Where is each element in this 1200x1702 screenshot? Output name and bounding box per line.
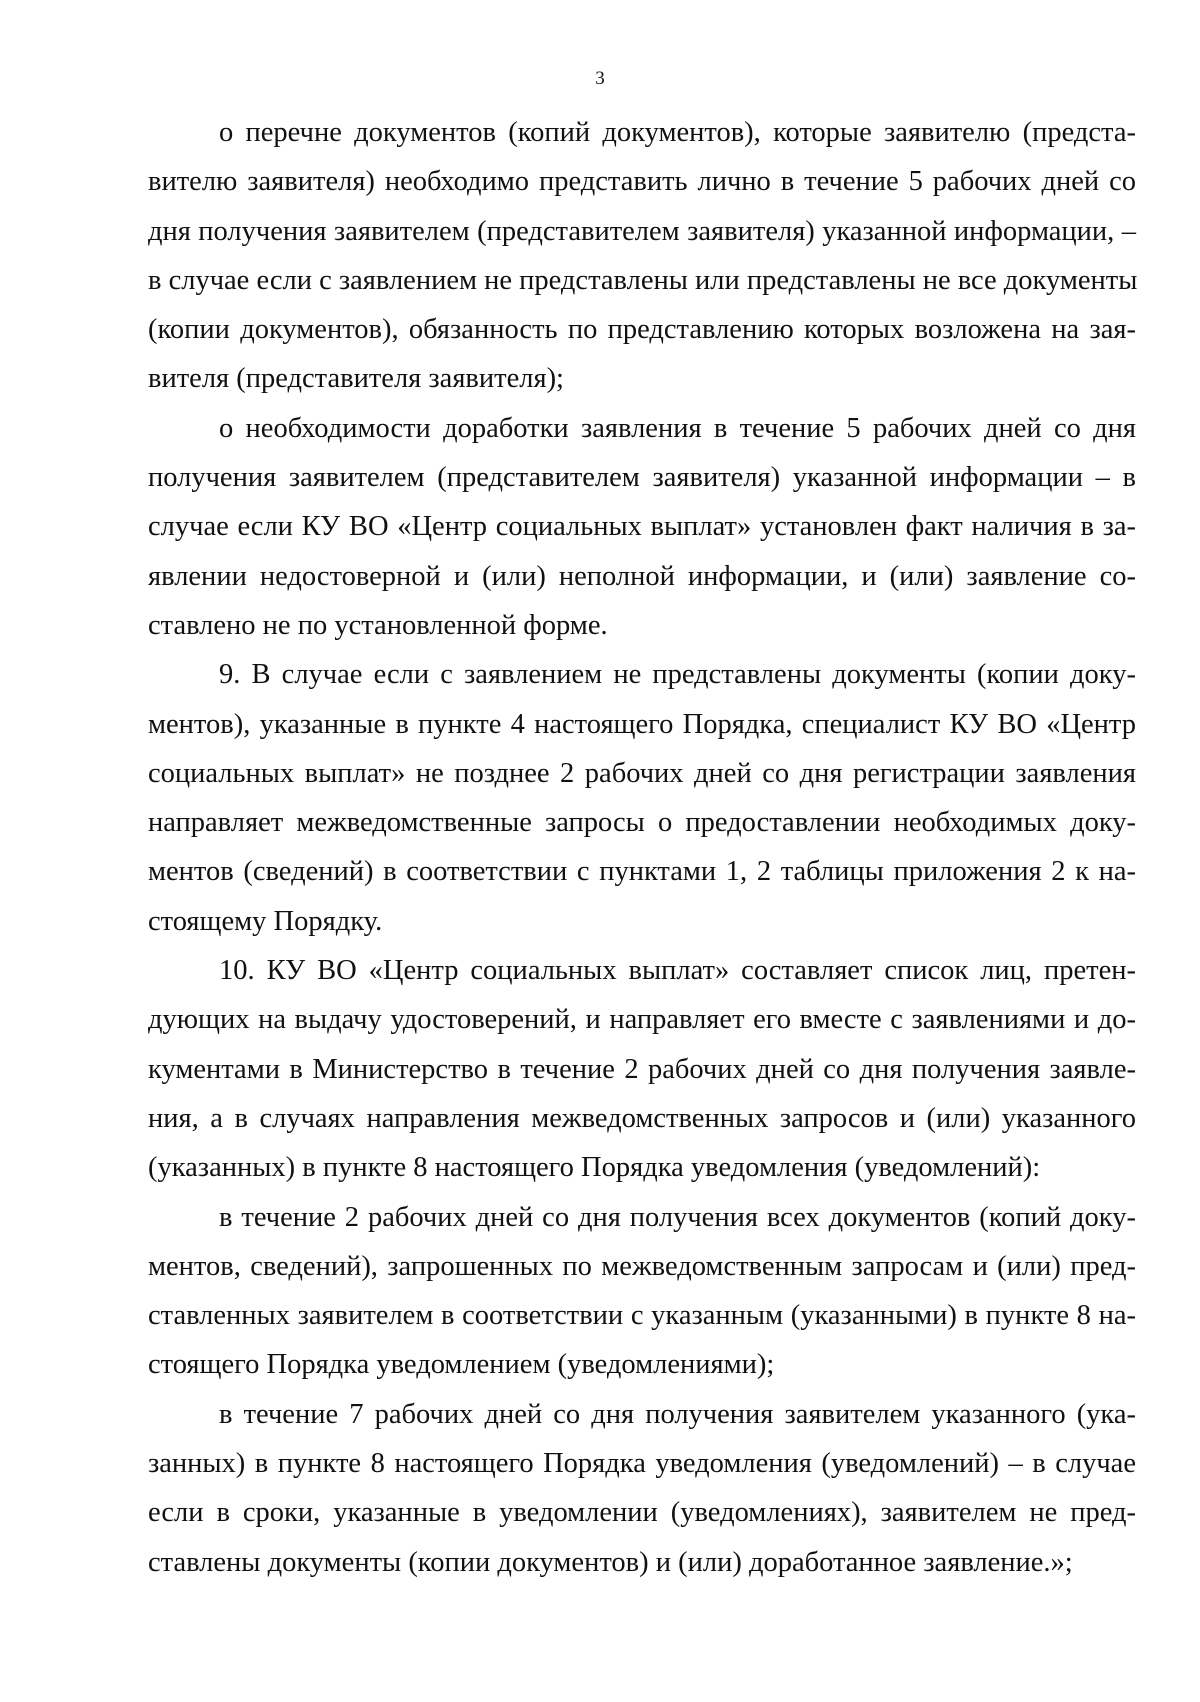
text-line: получения заявителем (представителем заявителя) указанной информации – в	[148, 462, 1136, 494]
text-line: дня получения заявителем (представителем заявителя) указанной информации, –	[148, 215, 1136, 247]
text-line: ставлены документы (копии документов) и (или) доработанное заявление.»;	[148, 1546, 1073, 1578]
text-line: (копии документов), обязанность по представлению которых возложена на зая-	[148, 314, 1136, 346]
text-line: в течение 7 рабочих дней со дня получения заявителем указанного (ука-	[219, 1398, 1136, 1430]
paragraph-documents-list	[148, 108, 1136, 404]
text-line: явлении недостоверной и (или) неполной информации, и (или) заявление со-	[148, 560, 1136, 592]
text-line: 10. КУ ВО «Центр социальных выплат» составляет список лиц, претен-	[219, 955, 1136, 987]
text-line: социальных выплат» не позднее 2 рабочих дней со дня регистрации заявления	[148, 757, 1136, 789]
text-line: если в сроки, указанные в уведомлении (уведомлениях), заявителем не пред-	[148, 1497, 1136, 1529]
text-line: занных) в пункте 8 настоящего Порядка уведомления (уведомлений) – в случае	[148, 1448, 1136, 1480]
text-line: в течение 2 рабочих дней со дня получения всех документов (копий доку-	[219, 1201, 1136, 1233]
paragraph-within-2-days	[148, 1193, 1136, 1390]
text-line: в случае если с заявлением не представлены или представлены не все документы	[148, 264, 1138, 296]
text-line: ментов (сведений) в соответствии с пунктами 1, 2 таблицы приложения 2 к на-	[148, 856, 1136, 888]
text-line: ментов, сведений), запрошенных по межведомственным запросам и (или) пред-	[148, 1250, 1136, 1282]
paragraph-item-9	[148, 650, 1136, 946]
text-line: вителю заявителя) необходимо представить лично в течение 5 рабочих дней со	[148, 166, 1136, 198]
text-line: ставленных заявителем в соответствии с указанным (указанными) в пункте 8 на-	[148, 1300, 1136, 1332]
text-line: ментов), указанные в пункте 4 настоящего Порядка, специалист КУ ВО «Центр	[148, 708, 1136, 740]
text-line: стоящему Порядку.	[148, 905, 383, 937]
page-number: 3	[595, 68, 605, 89]
paragraph-revision-needed	[148, 404, 1136, 650]
text-line: о перечне документов (копий документов), которые заявителю (предста-	[219, 117, 1136, 148]
text-line: (указанных) в пункте 8 настоящего Порядка уведомления (уведомлений):	[148, 1152, 1041, 1184]
paragraph-item-10	[148, 946, 1136, 1192]
text-line: случае если КУ ВО «Центр социальных выплат» установлен факт наличия в за-	[148, 511, 1136, 543]
text-line: дующих на выдачу удостоверений, и направляет его вместе с заявлениями и до-	[148, 1004, 1136, 1036]
text-line: направляет межведомственные запросы о предоставлении необходимых доку-	[148, 807, 1136, 839]
text-line: ния, а в случаях направления межведомственных запросов и (или) указанного	[148, 1102, 1136, 1134]
text-line: стоящего Порядка уведомлением (уведомлениями);	[148, 1349, 775, 1381]
text-line: ставлено не по установленной форме.	[148, 609, 608, 641]
text-line: о необходимости доработки заявления в течение 5 рабочих дней со дня	[219, 412, 1136, 444]
paragraph-within-7-days	[148, 1390, 1136, 1587]
text-line: кументами в Министерство в течение 2 рабочих дней со дня получения заявле-	[148, 1053, 1136, 1085]
document-body	[148, 108, 1136, 1587]
text-line: 9. В случае если с заявлением не представлены документы (копии доку-	[219, 659, 1136, 691]
text-line: вителя (представителя заявителя);	[148, 363, 564, 395]
